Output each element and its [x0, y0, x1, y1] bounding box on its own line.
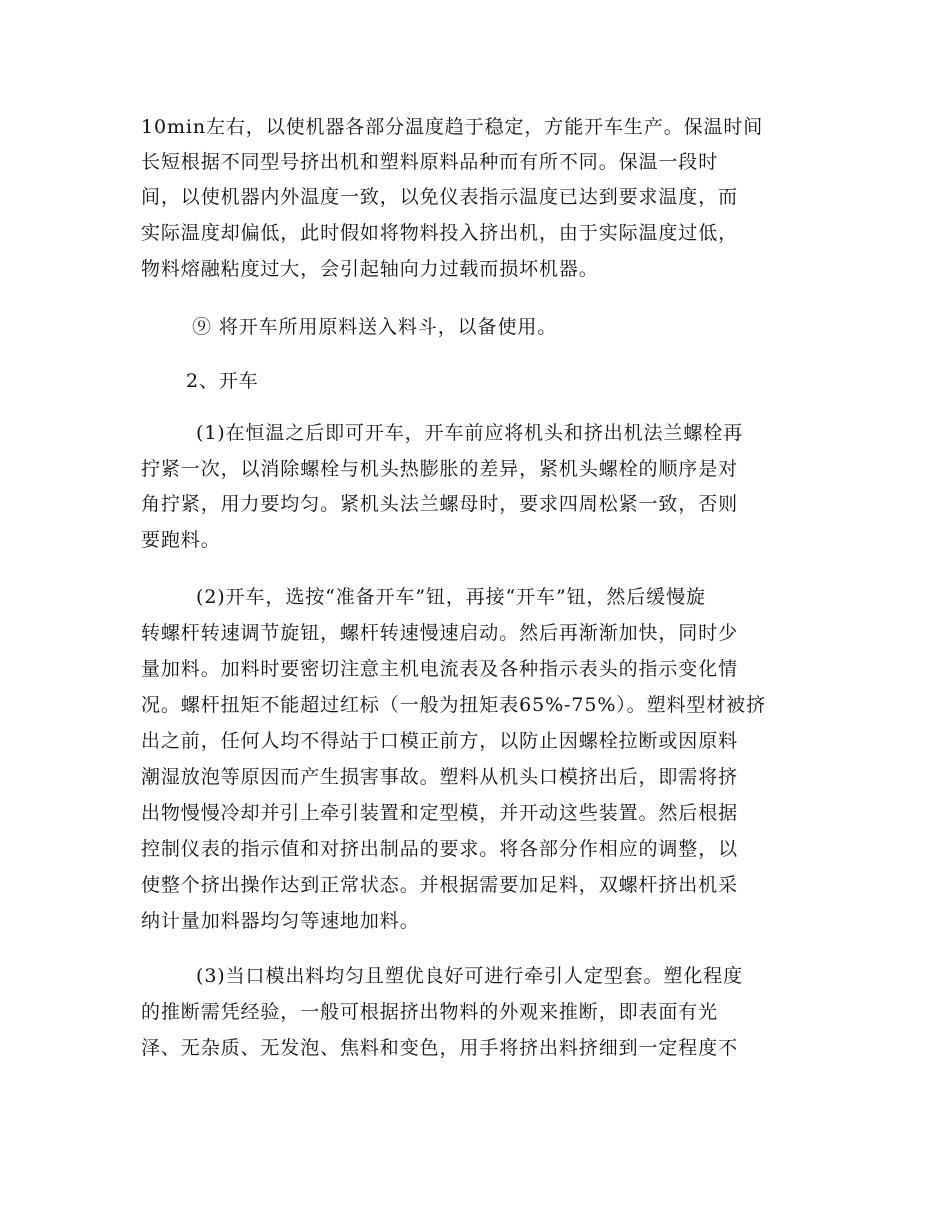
text-line: 使整个挤出操作达到正常状态。并根据需要加足料，双螺杆挤出机采 — [141, 874, 739, 896]
text-line: 控制仪表的指示值和对挤出制品的要求。将各部分作相应的调整，以 — [141, 838, 739, 860]
text-line: 况。螺杆扭矩不能超过红标（一般为扭矩表65%-75%）。塑料型材被挤 — [141, 694, 766, 716]
text-line: 拧紧一次，以消除螺栓与机头热膨胀的差异，紧机头螺栓的顺序是对 — [141, 458, 739, 480]
text-line: 出物慢慢冷却并引上牵引装置和定型模，并开动这些装置。然后根据 — [141, 802, 739, 824]
text-line: 长短根据不同型号挤出机和塑料原料品种而有所不同。保温一段时 — [141, 151, 719, 173]
section-heading: 2、开车 — [186, 370, 259, 392]
text-line: 物料熔融粘度过大，会引起轴向力过载而损坏机器。 — [141, 258, 599, 280]
text-line: 转螺杆转速调节旋钮，螺杆转速慢速启动。然后再渐渐加快，同时少 — [141, 622, 739, 644]
text-line: 纳计量加料器均匀等速地加料。 — [141, 910, 420, 932]
text-line: 潮湿放泡等原因而产生损害事故。塑料从机头口模挤出后，即需将挤 — [141, 766, 739, 788]
text-line: (3)当口模出料均匀且塑优良好可进行牵引人定型套。塑化程度 — [196, 965, 744, 987]
text-line: 出之前，任何人均不得站于口模正前方，以防止因螺栓拉断或因原料 — [141, 730, 739, 752]
text-line: ⑨ 将开车所用原料送入料斗，以备使用。 — [192, 316, 558, 338]
text-line: 要跑料。 — [141, 529, 221, 551]
text-line: (1)在恒温之后即可开车，开车前应将机头和挤出机法兰螺栓再 — [196, 422, 744, 444]
text-line: 间，以使机器内外温度一致，以免仪表指示温度已达到要求温度，而 — [141, 186, 739, 208]
text-line: 的推断需凭经验，一般可根据挤出物料的外观来推断，即表面有光 — [141, 1001, 719, 1023]
text-line: (2)开车，选按“准备开车”钮，再接“开车”钮，然后缓慢旋 — [196, 586, 706, 608]
text-line: 10min左右，以使机器各部分温度趋于稳定，方能开车生产。保温时间 — [141, 116, 764, 138]
text-line: 泽、无杂质、无发泡、焦料和变色，用手将挤出料挤细到一定程度不 — [141, 1037, 739, 1059]
text-line: 角拧紧，用力要均匀。紧机头法兰螺母时，要求四周松紧一致，否则 — [141, 493, 739, 515]
text-line: 量加料。加料时要密切注意主机电流表及各种指示表头的指示变化情 — [141, 658, 739, 680]
text-line: 实际温度却偏低，此时假如将物料投入挤出机，由于实际温度过低， — [141, 222, 739, 244]
